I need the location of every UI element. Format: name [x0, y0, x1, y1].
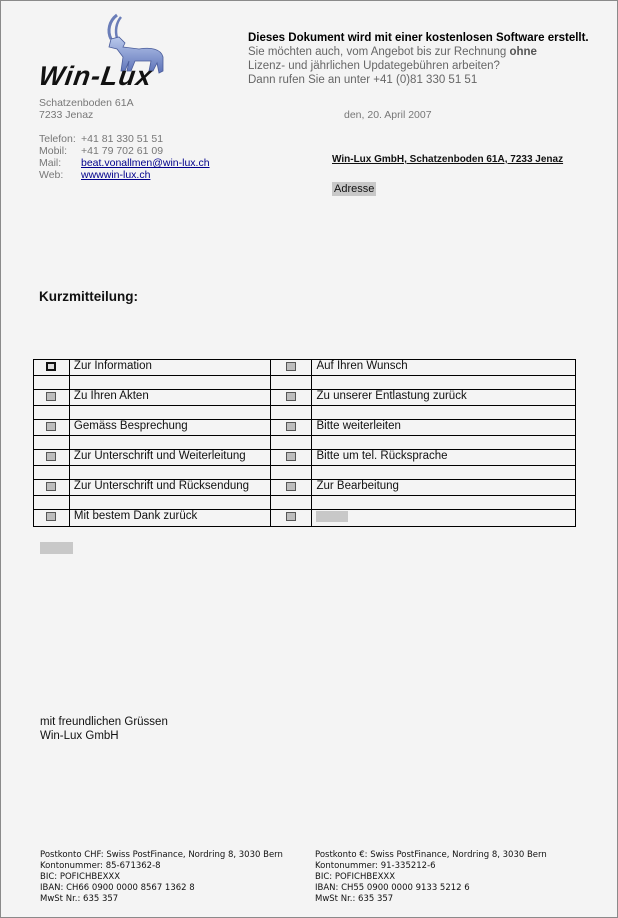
table-row	[34, 420, 576, 436]
option-label: Bitte weiterleiten	[312, 420, 576, 436]
checkbox[interactable]	[46, 452, 56, 461]
win-lux-logo	[36, 13, 199, 91]
option-label: Zur Information	[69, 360, 270, 376]
options-table	[33, 359, 576, 527]
table-row	[34, 510, 576, 527]
option-label: Bitte um tel. Rücksprache	[312, 450, 576, 466]
table-row	[34, 450, 576, 466]
contact-phone: Telefon: +41 81 330 51 51	[39, 133, 164, 145]
letter-date: den, 20. April 2007	[344, 109, 432, 121]
footer-line: Kontonummer: 91-335212-6	[315, 861, 436, 871]
footer-line: MwSt Nr.: 635 357	[40, 894, 119, 904]
promo-line-2: Lizenz- und jährlichen Updategebühren arbeiten?	[248, 60, 500, 72]
promo-block	[248, 31, 608, 87]
contact-block	[39, 133, 210, 181]
closing-company: Win-Lux GmbH	[40, 730, 119, 742]
option-label: Zu Ihren Akten	[69, 390, 270, 406]
table-row	[34, 360, 576, 376]
address-field[interactable]: Adresse	[334, 183, 375, 195]
mail-link[interactable]: beat.vonallmen@win-lux.ch	[81, 157, 210, 169]
option-label: Gemäss Besprechung	[69, 420, 270, 436]
promo-line-3: Dann rufen Sie an unter +41 (0)81 330 51 51	[248, 74, 478, 86]
logo-text: Win-Lux	[36, 61, 155, 91]
message-field[interactable]	[40, 542, 73, 554]
table-spacer	[34, 466, 576, 480]
checkbox[interactable]	[286, 512, 296, 521]
web-link[interactable]: wwwwin-lux.ch	[81, 169, 151, 181]
table-row	[34, 480, 576, 496]
contact-mobile: Mobil: +41 79 702 61 09	[39, 145, 164, 157]
checkbox[interactable]	[46, 392, 56, 401]
checkbox[interactable]	[286, 452, 296, 461]
option-label: Auf Ihren Wunsch	[312, 360, 576, 376]
free-text-field[interactable]	[316, 511, 348, 522]
option-label: Zu unserer Entlastung zurück	[312, 390, 576, 406]
table-spacer	[34, 376, 576, 390]
option-label: Zur Bearbeitung	[312, 480, 576, 496]
option-label: Mit bestem Dank zurück	[69, 510, 270, 527]
option-free-text[interactable]	[312, 510, 576, 527]
contact-web: Web: wwwwin-lux.ch	[39, 169, 151, 181]
footer-bank-eur	[315, 850, 547, 905]
table-spacer	[34, 406, 576, 420]
option-label: Zur Unterschrift und Weiterleitung	[69, 450, 270, 466]
checkbox[interactable]	[46, 512, 56, 521]
page-title: Kurzmitteilung:	[39, 289, 138, 304]
checkbox[interactable]	[286, 422, 296, 431]
contact-mail: Mail: beat.vonallmen@win-lux.ch	[39, 157, 210, 169]
promo-line-1: Sie möchten auch, vom Angebot bis zur Rechnung ohne	[248, 46, 537, 58]
table-spacer	[34, 436, 576, 450]
footer-line: MwSt Nr.: 635 357	[315, 894, 394, 904]
footer-line: Postkonto €: Swiss PostFinance, Nordring 8, 3030 Bern	[315, 850, 547, 860]
checkbox[interactable]	[46, 482, 56, 491]
table-spacer	[34, 496, 576, 510]
checkbox[interactable]	[46, 422, 56, 431]
footer-line: BIC: POFICHBEXXX	[315, 872, 396, 882]
closing-block	[40, 715, 168, 743]
sender-street: Schatzenboden 61A	[39, 97, 134, 109]
footer-line: IBAN: CH55 0900 0000 9133 5212 6	[315, 883, 470, 893]
checkbox[interactable]	[46, 362, 56, 371]
footer-line: Kontonummer: 85-671362-8	[40, 861, 161, 871]
closing-greeting: mit freundlichen Grüssen	[40, 716, 168, 728]
promo-headline: Dieses Dokument wird mit einer kostenlosen Software erstellt.	[248, 32, 589, 44]
sender-address	[39, 97, 134, 121]
footer-line: IBAN: CH66 0900 0000 8567 1362 8	[40, 883, 195, 893]
option-label: Zur Unterschrift und Rücksendung	[69, 480, 270, 496]
checkbox[interactable]	[286, 482, 296, 491]
footer-line: Postkonto CHF: Swiss PostFinance, Nordring 8, 3030 Bern	[40, 850, 283, 860]
checkbox[interactable]	[286, 392, 296, 401]
sender-city: 7233 Jenaz	[39, 109, 94, 121]
footer-line: BIC: POFICHBEXXX	[40, 872, 121, 882]
return-address-line: Win-Lux GmbH, Schatzenboden 61A, 7233 Jenaz	[332, 154, 564, 165]
footer-bank-chf	[40, 850, 283, 905]
table-row	[34, 390, 576, 406]
checkbox[interactable]	[286, 362, 296, 371]
